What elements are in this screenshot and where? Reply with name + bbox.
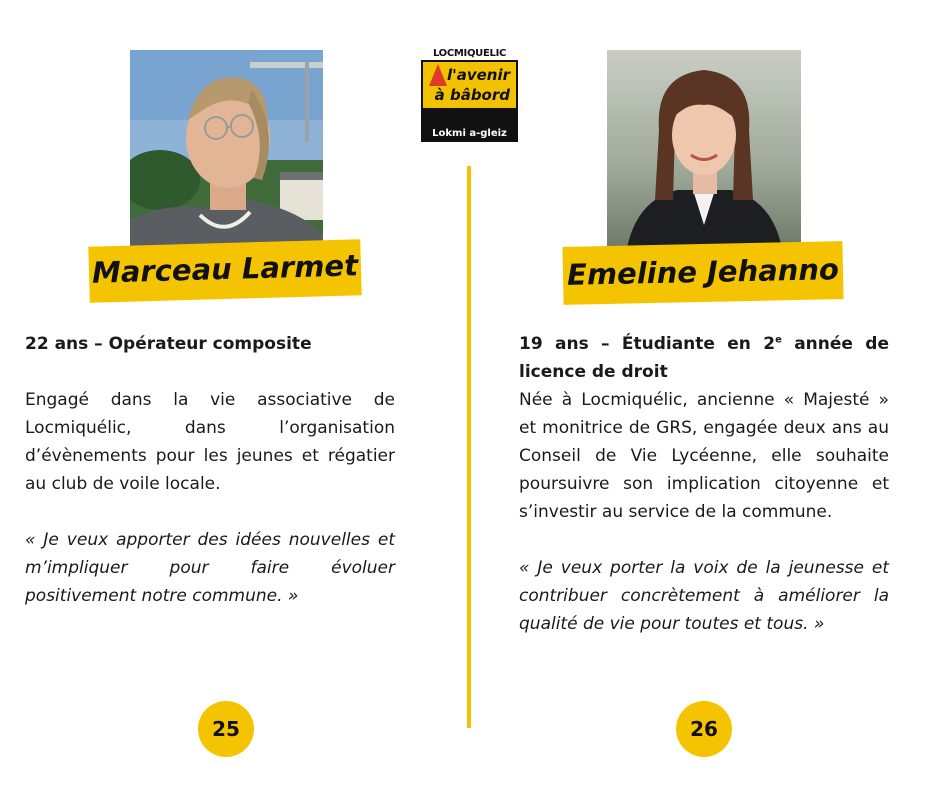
candidate-name-banner-left: Marceau Larmet xyxy=(88,239,361,303)
heading-right-part2: année de licence de droit xyxy=(519,334,889,382)
page-number-left: 25 xyxy=(198,701,254,757)
logo-line-2: à bâbord xyxy=(434,86,510,104)
heading-right-superscript: e xyxy=(775,334,782,346)
logo-top-text: LOCMIQUÉLIC xyxy=(421,48,518,60)
candidate-name-banner-right: Emeline Jehanno xyxy=(562,241,843,305)
candidate-quote-left: « Je veux apporter des idées nouvelles et m’impliquer pour faire évoluer positivement notre commune. » xyxy=(25,530,395,606)
logo-line-1: l'avenir xyxy=(446,66,510,84)
candidate-bio-right xyxy=(519,330,889,638)
candidate-heading-right xyxy=(519,330,889,386)
candidate-quote-right: « Je veux porter la voix de la jeunesse et contribuer concrètement à améliorer la qualité de vie pour toutes et tous. » xyxy=(519,558,889,634)
candidate-description-right: Née à Locmiquélic, ancienne « Majesté » et monitrice de GRS, engagée deux ans au Conseil de Vie Lycéenne, elle souhaite poursuivre son implication citoyenne et s’investir au service de la commune. xyxy=(519,390,889,522)
page-number-right: 26 xyxy=(676,701,732,757)
candidate-photo-left xyxy=(130,50,323,248)
candidate-heading-left: 22 ans – Opérateur composite xyxy=(25,334,312,354)
logo-bottom-text: Lokmi a-gleiz xyxy=(432,128,507,139)
heading-right-part1: 19 ans – Étudiante en 2 xyxy=(519,334,776,354)
candidate-bio-left xyxy=(25,330,395,610)
campaign-logo xyxy=(421,48,518,142)
column-divider xyxy=(467,166,471,728)
candidate-photo-right xyxy=(607,50,801,248)
logo-figure-icon xyxy=(429,64,447,86)
candidate-description-left: Engagé dans la vie associative de Locmiquélic, dans l’organisation d’évènements pour les jeunes et régatier au club de voile locale. xyxy=(25,390,395,494)
